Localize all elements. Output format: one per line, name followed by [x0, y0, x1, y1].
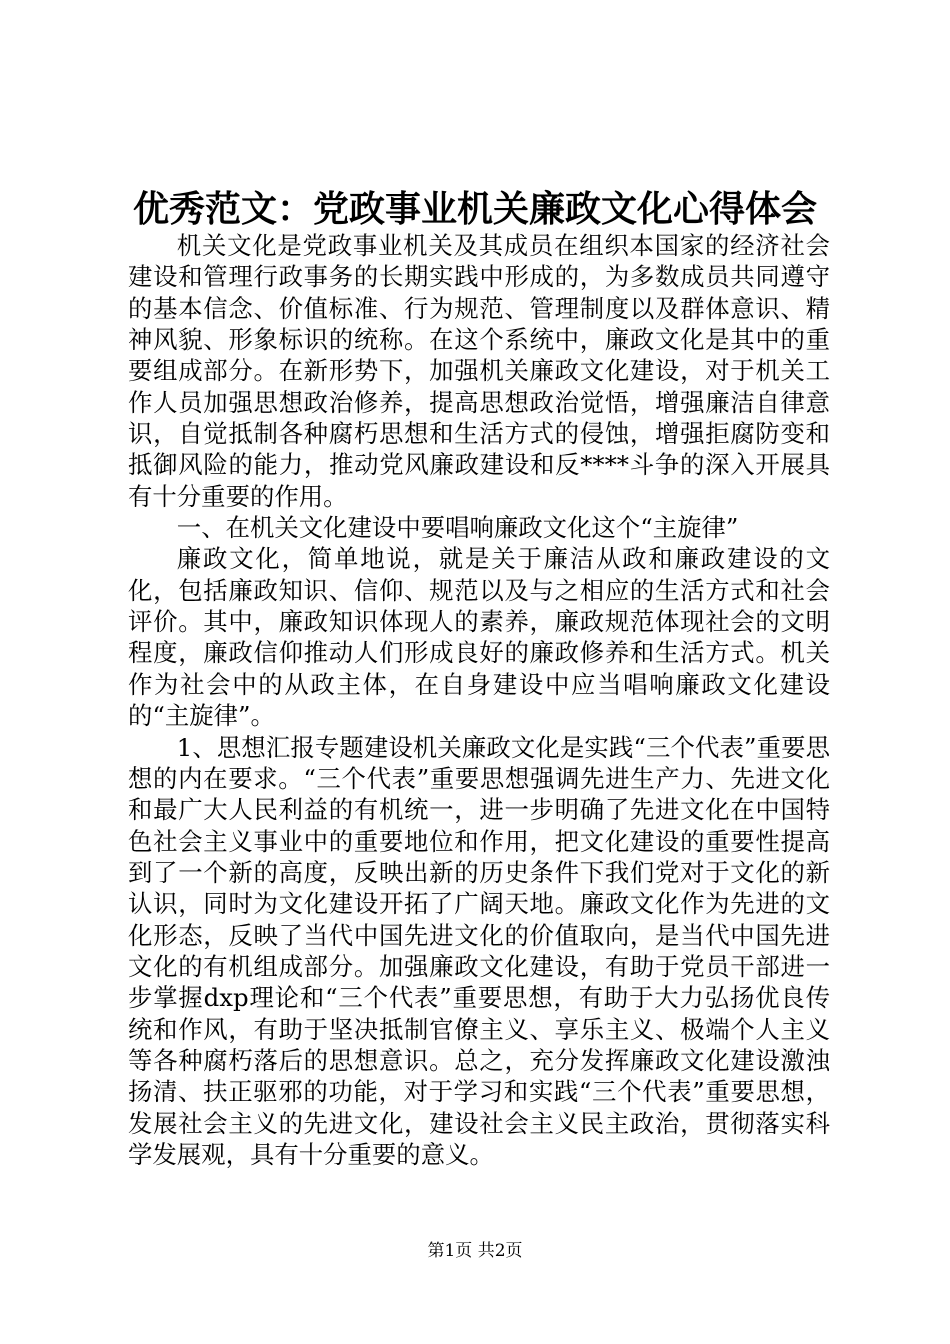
section-heading-1: 一、在机关文化建设中要唱响廉政文化这个“主旋律” — [176, 513, 739, 543]
document-body — [128, 230, 830, 1170]
document-title: 优秀范文：党政事业机关廉政文化心得体会 — [132, 188, 817, 230]
page-footer: 第1页 共2页 — [427, 1241, 523, 1261]
paragraph-intro: 机关文化是党政事业机关及其成员在组织本国家的经济社会建设和管理行政事务的长期实践中形成的，为多数成员共同遵守的基本信念、价值标准、行为规范、管理制度以及群体意识、精神风貌、形象标识的统称。在这个系统中，廉政文化是其中的重要组成部分。在新形势下，加强机关廉政文化建设，对于机关工作人员加强思想政治修养，提高思想政治觉悟，增强廉洁自律意识，自觉抵制各种腐朽思想和生活方式的侵蚀，增强拒腐防变和抵御风险的能力，推动党风廉政建设和反****斗争的深入开展具有十分重要的作用。 — [128, 231, 830, 511]
paragraph-definition: 廉政文化，简单地说，就是关于廉洁从政和廉政建设的文化，包括廉政知识、信仰、规范以及与之相应的生活方式和社会评价。其中，廉政知识体现人的素养，廉政规范体现社会的文明程度，廉政信仰推动人们形成良好的廉政修养和生活方式。机关作为社会中的从政主体，在自身建设中应当唱响廉政文化建设的“主旋律”。 — [128, 544, 830, 731]
paragraph-point-1: 1、思想汇报专题建设机关廉政文化是实践“三个代表”重要思想的内在要求。“三个代表”重要思想强调先进生产力、先进文化和最广大人民利益的有机统一，进一步明确了先进文化在中国特色社会主义事业中的重要地位和作用，把文化建设的重要性提高到了一个新的高度，反映出新的历史条件下我们党对于文化的新认识，同时为文化建设开拓了广阔天地。廉政文化作为先进的文化形态，反映了当代中国先进文化的价值取向，是当代中国先进文化的有机组成部分。加强廉政文化建设，有助于党员干部进一步掌握dxp理论和“三个代表”重要思想，有助于大力弘扬优良传统和作风，有助于坚决抵制官僚主义、享乐主义、极端个人主义等各种腐朽落后的思想意识。总之，充分发挥廉政文化建设激浊扬清、扶正驱邪的功能，对于学习和实践“三个代表”重要思想，发展社会主义的先进文化，建设社会主义民主政治，贯彻落实科学发展观，具有十分重要的意义。 — [128, 732, 830, 1169]
